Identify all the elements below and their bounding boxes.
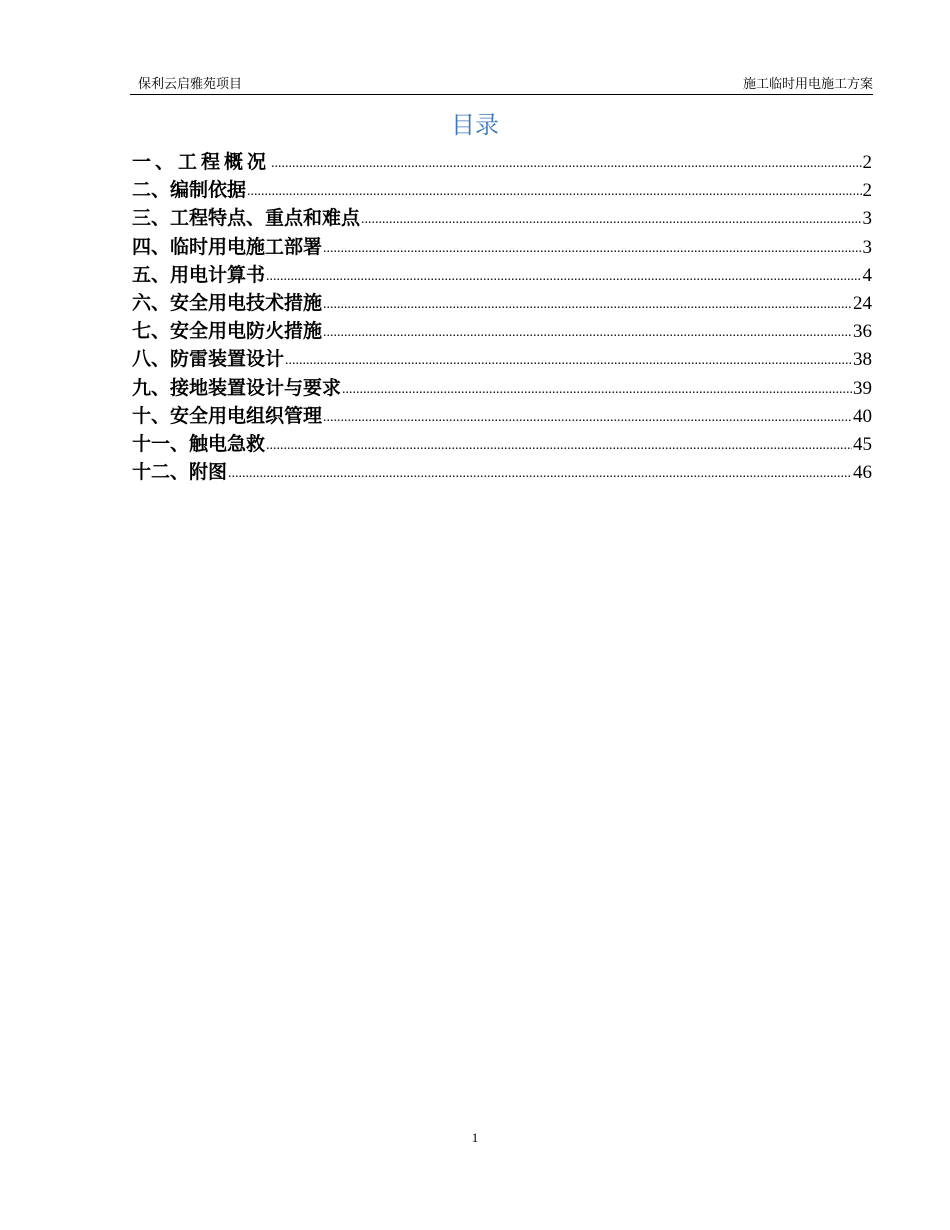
toc-entry-page: 46 bbox=[853, 462, 872, 484]
toc-dot-leader bbox=[266, 432, 852, 460]
toc-entry-label: 七、安全用电防火措施 bbox=[132, 320, 323, 343]
toc-entry[interactable] bbox=[132, 289, 872, 317]
toc-title: 目录 bbox=[451, 111, 499, 139]
toc-entry-label: 九、接地装置设计与要求 bbox=[132, 376, 342, 399]
toc-entry-label: 八、防雷装置设计 bbox=[132, 348, 285, 371]
toc-entry-label: 三、工程特点、重点和难点 bbox=[132, 207, 361, 230]
toc-dot-leader bbox=[323, 291, 852, 319]
toc-entry-label: 六、安全用电技术措施 bbox=[132, 291, 323, 314]
toc-entry-page: 2 bbox=[862, 180, 872, 202]
toc-entry[interactable] bbox=[132, 345, 872, 373]
toc-dot-leader bbox=[266, 263, 861, 291]
toc-dot-leader bbox=[323, 319, 852, 347]
toc-dot-leader bbox=[228, 460, 852, 488]
header-project-name: 保利云启雅苑项目 bbox=[138, 77, 243, 92]
toc-entry[interactable] bbox=[132, 374, 872, 402]
toc-entry-label: 十、安全用电组织管理 bbox=[132, 404, 323, 427]
toc-entry-page: 2 bbox=[862, 152, 872, 173]
toc-entry[interactable] bbox=[132, 317, 872, 345]
toc-dot-leader bbox=[361, 206, 861, 234]
toc-entry-page: 38 bbox=[853, 349, 872, 371]
page-header bbox=[130, 76, 873, 95]
toc-entry-page: 3 bbox=[862, 208, 872, 230]
toc-entry-label: 十一、触电急救 bbox=[132, 432, 266, 455]
toc-entry[interactable] bbox=[132, 458, 872, 486]
toc-entry-page: 39 bbox=[853, 377, 872, 399]
page-number: 1 bbox=[471, 1130, 479, 1145]
toc-dot-leader bbox=[247, 178, 861, 206]
toc-dot-leader bbox=[323, 235, 861, 263]
toc-entry[interactable] bbox=[132, 233, 872, 261]
toc-entry-label: 十二、附图 bbox=[132, 461, 228, 484]
toc-dot-leader bbox=[285, 347, 852, 375]
toc-entry-page: 24 bbox=[853, 292, 872, 314]
toc-entry[interactable] bbox=[132, 148, 872, 176]
toc-entry[interactable] bbox=[132, 430, 872, 458]
toc-entry[interactable] bbox=[132, 204, 872, 232]
toc-entry[interactable] bbox=[132, 261, 872, 289]
toc-entry-page: 3 bbox=[862, 236, 872, 258]
toc-list bbox=[132, 148, 872, 486]
toc-entry[interactable] bbox=[132, 402, 872, 430]
header-document-title: 施工临时用电施工方案 bbox=[742, 77, 873, 92]
toc-dot-leader bbox=[271, 150, 861, 178]
toc-entry-page: 36 bbox=[853, 321, 872, 343]
toc-entry-page: 40 bbox=[853, 405, 872, 427]
toc-entry-page: 45 bbox=[853, 433, 872, 455]
toc-entry-label: 四、临时用电施工部署 bbox=[132, 235, 323, 258]
toc-entry-label: 二、编制依据 bbox=[132, 179, 247, 202]
toc-entry-page: 4 bbox=[862, 264, 872, 286]
toc-entry[interactable] bbox=[132, 176, 872, 204]
toc-entry-label: 五、用电计算书 bbox=[132, 263, 266, 286]
toc-dot-leader bbox=[323, 404, 852, 432]
toc-dot-leader bbox=[342, 376, 852, 404]
toc-entry-label: 一、工程概况 bbox=[132, 151, 271, 173]
